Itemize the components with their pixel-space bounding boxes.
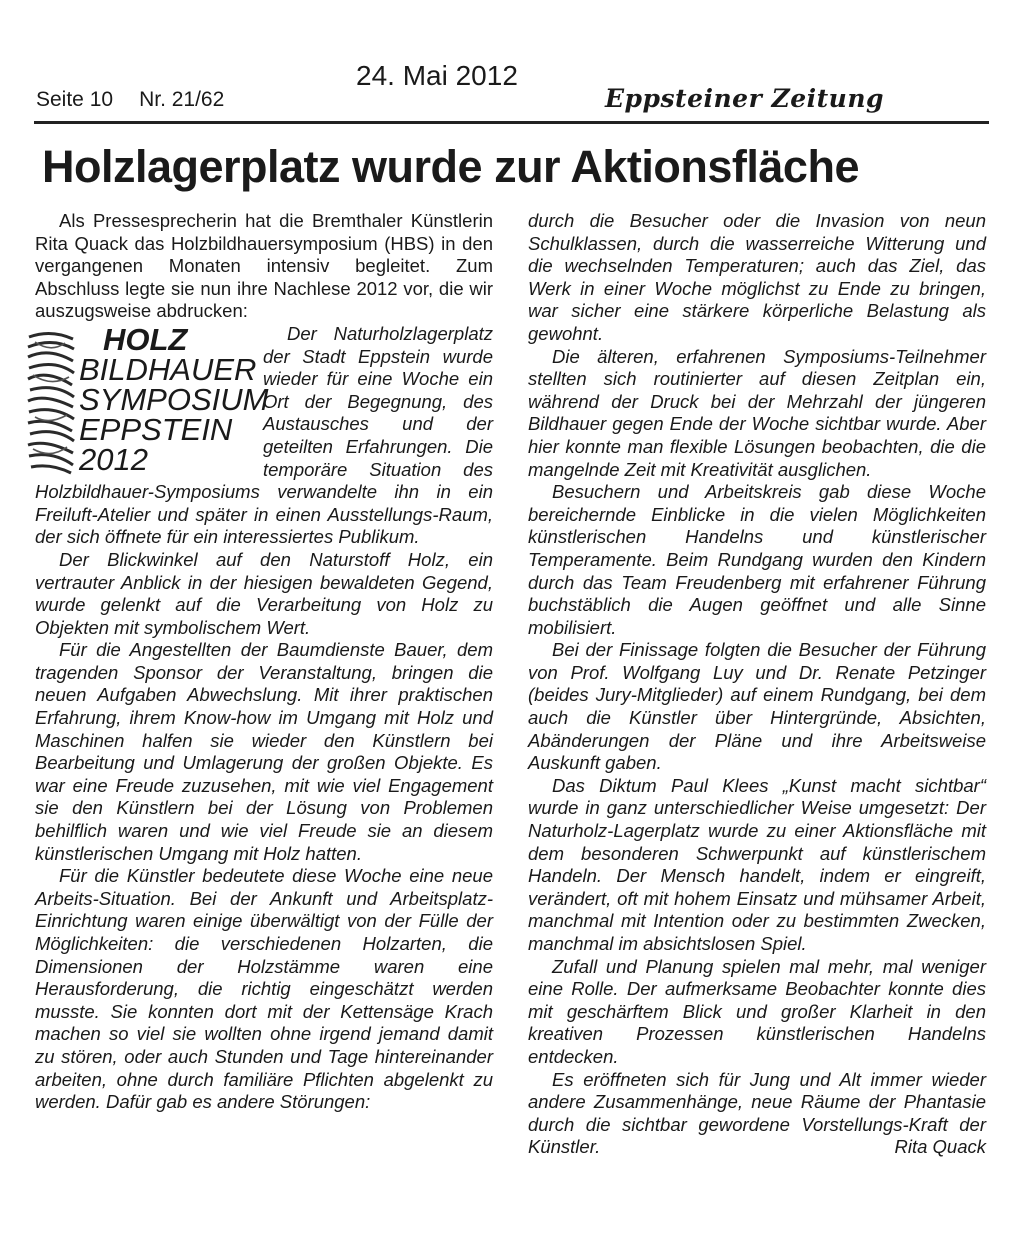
date-stamp: 24. Mai 2012	[356, 60, 518, 91]
paragraph-4: Für die Künstler bedeutete diese Woche eine neue Arbeits-Situation. Bei der Ankunft und Arbeitsplatz-Einrichtung waren einige überwältigt von der Fülle der Möglichkeiten: die verschiedenen Holzarten, die Dimensionen der Holzstämme waren eine Herausforderung, die richtig eingeschätzt werden musste. Sie konnten dort mit der Kettensäge Krach machen so viel sie wollten ohne irgend jemand damit zu stören, oder auch Stunden und Tage hintereinander arbeiten, ohne durch familiäre Pflichten abgelenkt zu werden. Dafür gab es andere Störungen:	[35, 865, 493, 1113]
header-rule	[34, 121, 989, 124]
paragraph-11	[528, 1069, 986, 1159]
paragraph-10: Zufall und Planung spielen mal mehr, mal weniger eine Rolle. Der aufmerksame Beobachter konnte dies mit geschärftem Blick und großer Klarheit in den kreativen Prozessen künstlerischen Handelns entdecken.	[528, 955, 986, 1067]
paragraph-11-text: Es eröffneten sich für Jung und Alt immer wieder andere Zusammenhänge, neue Räume der Phantasie durch die sichtbar gewordene Vorstellungs-Kraft der Künstler.	[528, 1068, 986, 1158]
symposium-logo	[25, 321, 269, 477]
paragraph-8: Bei der Finissage folgten die Besucher der Führung von Prof. Wolfgang Luy und Dr. Renate Petzinger (beides Jury-Mitglieder) auf einem Rundgang, bei dem auch die Künstler über Hintergründe, Absichten, Abänderungen der Pläne und ihre Arbeitsweise Auskunft gaben.	[528, 639, 986, 774]
paragraph-1-text: Der Naturholzlagerplatz der Stadt Eppstein wurde wieder für eine Woche ein Ort der Begegnung, des Austausches und der geteilten Erfahrungen. Die temporäre Situation des Holzbildhauer-Symposiums verwandelte ihn in ein Freiluft-Atelier und später in einen Ausstellungs-Raum, der sich öffnete für ein interessiertes Publikum.	[35, 322, 493, 548]
author-signature: Rita Quack	[894, 1136, 986, 1158]
logo-line-5: 2012	[79, 441, 148, 477]
paragraph-6: Die älteren, erfahrenen Symposiums-Teilnehmer stellten sich routinierter auf diesen Zeitplan ein, während der Druck bei der Mehrzahl der jüngeren Bildhauer gegen Ende der Woche sichtbar wurde. Aber hier konnte man flexible Lösungen beobachten, die die mangelnde Zeit mit Kreativität ausglichen.	[528, 345, 986, 480]
paragraph-7: Besuchern und Arbeitskreis gab diese Woche bereichernde Einblicke in die vielen Möglichkeiten künstlerischen Handelns und künstlerischer Temperamente. Beim Rundgang wurden den Kindern durch das Team Freudenberg mit erfahrener Führung buchstäblich die Augen geöffnet und alle Sinne mobilisiert.	[528, 481, 986, 638]
logo-line-1: HOLZ	[103, 321, 188, 357]
logo-line-3: SYMPOSIUM	[79, 381, 269, 417]
page-number: Seite 10	[36, 88, 114, 111]
issue-number: Nr. 21/62	[139, 88, 225, 111]
paragraph-5: durch die Besucher oder die Invasion von neun Schulklassen, durch die wasserreiche Witterung und die wechselnden Temperaturen; auch das Ziel, das Werk in einer Woche möglichst zu Ende zu bringen, war sicher eine stärkere körperliche Belastung als gewohnt.	[528, 210, 986, 344]
logo-line-4: EPPSTEIN	[79, 411, 233, 447]
fingerprint-icon	[25, 327, 77, 477]
paragraph-3: Für die Angestellten der Baumdienste Bauer, dem tragenden Sponsor der Veranstaltung, bringen die neuen Aufgaben Abwechslung. Mit ihrer praktischen Erfahrung, ihrem Know-how im Umgang mit Holz und Maschinen halfen sie wieder den Künstlern bei Bearbeitung und Umlagerung der großen Objekte. Es war eine Freude zuzusehen, mit wie viel Engagement sie den Künstlern bei der Lösung von Problemen behilflich waren und wie viel Freude sie an diesem künstlerischen Umgang mit Holz hatten.	[35, 639, 493, 864]
intro-paragraph: Als Pressesprecherin hat die Bremthaler Künstlerin Rita Quack das Holzbildhauersymposium (HBS) in den vergangenen Monaten intensiv begleitet. Zum Abschluss legte sie nun ihre Nachlese 2012 vor, die wir auszugsweise abdrucken:	[35, 210, 493, 322]
page-info	[36, 88, 224, 112]
paragraph-2: Der Blickwinkel auf den Naturstoff Holz, ein vertrauter Anblick in der hiesigen bewaldeten Gegend, wurde gelenkt auf die Verarbeitung von Holz zu Objekten mit symbolischem Wert.	[35, 548, 493, 638]
logo-wordmark	[79, 321, 269, 477]
column-left	[35, 210, 493, 1114]
page-header	[0, 0, 1018, 135]
newspaper-name: Eppsteiner Zeitung	[604, 84, 884, 113]
paragraph-9: Das Diktum Paul Klees „Kunst macht sichtbar“ wurde in ganz unterschiedlicher Weise umgesetzt: Der Naturholz-Lagerplatz wurde zu einer Aktionsfläche mit dem besonderen Schwerpunkt auf künstlerischem Handeln. Der Mensch handelt, indem er eingreift, verändert, oft mit hohem Einsatz und mühsamer Arbeit, manchmal mit Intention oder zu bestimmten Zwecken, manchmal im absichtslosen Spiel.	[528, 774, 986, 954]
logo-line-2: BILDHAUER	[79, 351, 257, 387]
paragraph-1	[35, 323, 493, 549]
headline: Holzlagerplatz wurde zur Aktionsfläche	[42, 141, 859, 192]
column-right	[528, 210, 986, 1159]
